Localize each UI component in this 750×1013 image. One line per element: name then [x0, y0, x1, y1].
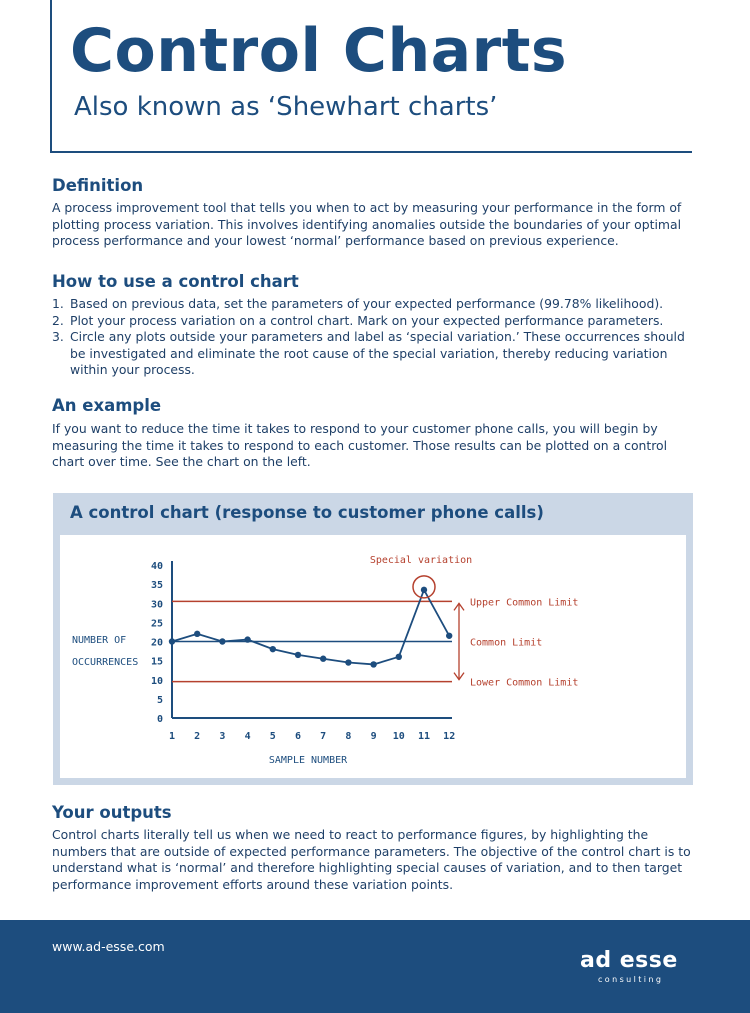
data-point	[370, 661, 376, 667]
x-tick-label: 7	[320, 731, 327, 742]
page-subtitle: Also known as ‘Shewhart charts’	[74, 92, 498, 122]
footer	[0, 920, 750, 1013]
y-axis-label-line1: NUMBER OF	[72, 635, 127, 646]
example-text: If you want to reduce the time it takes to respond to your customer phone calls, you will begin by measuring the time it takes to respond to each customer. Those results can be plotted on a control chart over time. See the chart on the left.	[52, 421, 668, 470]
footer-url[interactable]: www.ad-esse.com	[52, 939, 165, 954]
data-point	[244, 636, 250, 642]
data-point	[345, 659, 351, 665]
common-limit-label: Common Limit	[470, 637, 543, 649]
x-tick-label: 11	[417, 731, 431, 742]
x-tick-label: 6	[294, 731, 302, 742]
data-point	[446, 633, 452, 639]
y-tick-label: 30	[150, 599, 163, 611]
y-tick-label: 40	[150, 561, 163, 572]
x-tick-label: 2	[194, 731, 201, 742]
example-heading: An example	[52, 396, 162, 415]
step-item: 1. Based on previous data, set the parameters of your expected performance (99.78% likelihood).	[52, 296, 664, 311]
x-tick-label: 3	[219, 731, 226, 742]
how-to-heading: How to use a control chart	[52, 272, 299, 291]
data-point	[396, 654, 402, 660]
outputs-heading: Your outputs	[52, 803, 172, 822]
y-axis-label-line2: OCCURRENCES	[72, 657, 139, 668]
logo-wordmark: ad esse	[580, 948, 678, 973]
data-point	[219, 638, 225, 644]
data-point	[320, 656, 326, 662]
x-tick-label: 5	[269, 731, 276, 742]
y-tick-label: 10	[150, 675, 163, 687]
y-tick-label: 5	[156, 694, 163, 706]
y-tick-label: 15	[150, 656, 163, 668]
lower-common-limit-label: Lower Common Limit	[470, 677, 579, 689]
definition-text: A process improvement tool that tells you when to act by measuring your performance in the form of plotting process variation. This involves identifying anomalies outside the boundaries of your optimal process performance and your lowest ‘normal’ performance based on previous experience.	[52, 200, 682, 249]
data-point	[270, 646, 276, 652]
step-item: 2. Plot your process variation on a control chart. Mark on your expected performance parameters.	[52, 312, 664, 328]
how-to-steps	[52, 296, 692, 379]
company-logo	[580, 948, 700, 988]
definition-heading: Definition	[52, 176, 144, 195]
control-chart	[60, 535, 686, 778]
data-point	[295, 652, 301, 658]
logo-tagline: consulting	[598, 975, 664, 984]
y-tick-label: 35	[150, 580, 163, 592]
special-variation-label: Special variation	[369, 555, 473, 566]
x-tick-label: 9	[370, 731, 377, 742]
x-tick-label: 4	[244, 731, 251, 742]
data-point	[169, 638, 175, 644]
page-title: Control Charts	[70, 16, 568, 86]
outputs-text: Control charts literally tell us when we need to react to performance figures, by highlighting the numbers that are outside of expected performance parameters. The objective of the control chart is to understand what is ‘normal’ and therefore highlighting special causes of variation, and to then target performance improvement efforts around these variation points.	[52, 827, 691, 892]
x-tick-label: 12	[443, 731, 456, 742]
x-tick-label: 1	[168, 731, 176, 742]
y-tick-label: 25	[150, 618, 163, 630]
x-tick-label: 10	[392, 731, 405, 742]
upper-common-limit-label: Upper Common Limit	[470, 597, 579, 609]
x-axis-label: SAMPLE NUMBER	[268, 755, 348, 766]
chart-title: A control chart (response to customer phone calls)	[70, 503, 544, 522]
y-tick-label: 0	[156, 714, 163, 725]
data-point	[421, 587, 427, 593]
data-point	[194, 631, 200, 637]
y-tick-label: 20	[150, 637, 163, 649]
x-tick-label: 8	[345, 731, 352, 742]
chart-panel	[53, 493, 693, 785]
chart-area	[60, 535, 686, 778]
step-item: 3. Circle any plots outside your parameters and label as ‘special variation.’ These occurrences should be investigated and eliminate the root cause of the special variation, thereby reducing variation within your process.	[52, 329, 685, 378]
title-block	[50, 0, 692, 153]
